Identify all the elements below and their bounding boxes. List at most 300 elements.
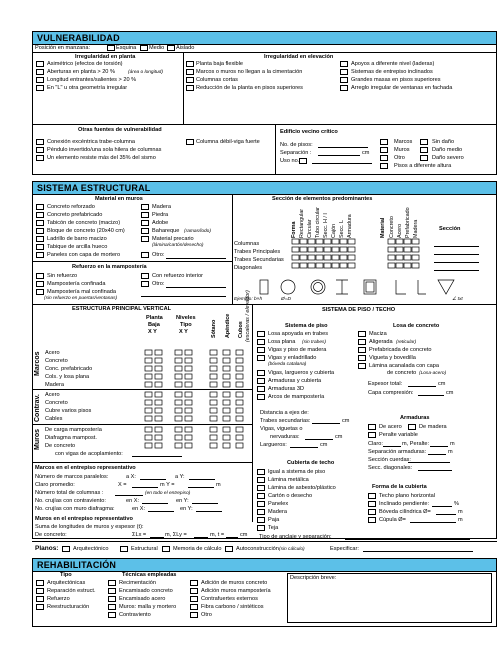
- label: Autoconstrucción: [236, 546, 279, 552]
- col-l: Secc. L: [339, 220, 345, 238]
- input-capa[interactable]: [418, 395, 444, 396]
- checkbox[interactable]: [36, 61, 44, 67]
- input[interactable]: [312, 423, 340, 424]
- checkbox[interactable]: [141, 273, 149, 279]
- input[interactable]: [196, 511, 222, 512]
- checkbox[interactable]: [36, 289, 44, 295]
- label: m: [458, 509, 463, 515]
- label: Losa apoyada en trabes: [268, 331, 329, 337]
- checkbox[interactable]: [36, 236, 44, 242]
- label: Contrafuertes externos: [201, 596, 258, 602]
- label: En "L" u otra geometría irregular: [47, 85, 128, 91]
- col-apendice: Apéndice: [225, 313, 231, 338]
- divider: [32, 304, 497, 305]
- input-separacion[interactable]: [318, 155, 360, 156]
- input-pisos[interactable]: [318, 147, 368, 148]
- section-grid[interactable]: [290, 237, 425, 273]
- col-planta: Planta: [146, 315, 163, 321]
- input[interactable]: [305, 439, 333, 440]
- checkbox-muros[interactable]: [380, 147, 388, 153]
- label: Vigueta y bovedilla: [369, 355, 416, 361]
- checkbox[interactable]: [368, 493, 376, 499]
- label: Aberturas en planta > 20 %: [47, 69, 115, 75]
- checkbox[interactable]: [257, 501, 265, 507]
- col-sotano: Sótano: [211, 319, 217, 338]
- ft-title: Forma de la cubierta: [372, 484, 427, 490]
- checkbox[interactable]: [257, 355, 265, 361]
- label: Vigas y enladrillado: [268, 355, 317, 361]
- label: Reducción de la planta en pisos superiores: [196, 85, 303, 91]
- label: cm: [362, 150, 370, 156]
- label: (lámina/cartón/desecho): [152, 243, 204, 248]
- col-circ: Circular: [307, 219, 313, 238]
- checkbox[interactable]: [36, 204, 44, 210]
- checkbox-otro[interactable]: [380, 155, 388, 161]
- desc-label: Descripción breve:: [290, 575, 337, 581]
- label: Vigas, largueros y cubierta: [268, 370, 335, 376]
- label: No. de pisos:: [280, 142, 313, 148]
- row-label: Acero: [45, 392, 60, 398]
- checkbox[interactable]: [368, 501, 376, 507]
- checkbox[interactable]: [141, 281, 149, 287]
- label: Losa plana: [268, 339, 296, 345]
- section-header-sistema-estructural: SISTEMA ESTRUCTURAL: [32, 181, 497, 195]
- col-niveles: Niveles: [176, 315, 196, 321]
- label: Techo plano horizontal: [379, 493, 435, 499]
- row-label: De concreto: [45, 443, 76, 449]
- checkbox[interactable]: [420, 147, 428, 153]
- checkbox[interactable]: [141, 236, 149, 242]
- checkbox[interactable]: [368, 517, 376, 523]
- row-label: Cols. y losa plana: [45, 374, 90, 380]
- checkbox[interactable]: [299, 158, 307, 164]
- label: de concreto: [387, 370, 417, 376]
- checkbox[interactable]: [358, 363, 366, 369]
- label: Bóveda cilíndrica Ø=: [379, 509, 431, 515]
- label: (bóveda catalana): [268, 362, 307, 367]
- label: Pisos a diferente altura: [394, 163, 452, 169]
- label: Claro promedio:: [35, 482, 75, 488]
- row-label: Conc. prefabricado: [45, 366, 93, 372]
- label: Trabes secundarias:: [260, 418, 311, 424]
- label: Contraviento: [119, 612, 151, 618]
- row-label: Diagonales: [234, 265, 262, 271]
- estructura-grid[interactable]: [143, 348, 248, 452]
- checkbox[interactable]: [36, 244, 44, 250]
- label: Arquitectónicas: [47, 580, 86, 586]
- label: Capa compresión:: [368, 390, 414, 396]
- label: Mampostería mal confinada: [47, 289, 117, 295]
- label: Marcos o muros no llegan a la cimentación: [196, 69, 303, 75]
- checkbox[interactable]: [257, 339, 265, 345]
- label: Maciza: [369, 331, 387, 337]
- input-uso[interactable]: [312, 163, 372, 164]
- label: m: [216, 482, 221, 488]
- input-seccion[interactable]: [434, 246, 479, 247]
- label: Paneles con capa de mortero: [47, 252, 121, 258]
- input-seccion[interactable]: [434, 270, 479, 271]
- checkbox-medio[interactable]: [140, 45, 148, 51]
- label: Bloque de concreto (20x40 cm): [47, 228, 125, 234]
- diam-label: Ø=D: [281, 297, 291, 302]
- label: Prefabricada de concreto: [369, 347, 432, 353]
- row-label: Acero: [45, 350, 60, 356]
- input[interactable]: [290, 447, 318, 448]
- checkbox-arquitectonico[interactable]: [62, 546, 70, 552]
- mur-title: Muros en el entrepiso representativo: [35, 516, 133, 522]
- label: Bahareque: [152, 228, 180, 234]
- checkbox[interactable]: [190, 580, 198, 586]
- col-madera: Madera: [413, 219, 419, 238]
- label: cm: [320, 442, 328, 448]
- checkbox[interactable]: [186, 69, 194, 75]
- input[interactable]: [408, 462, 450, 463]
- irr-plan-title: Irregularidad en planta: [75, 54, 136, 60]
- label: m, t =: [210, 532, 225, 538]
- col-tipo: Tipo: [180, 322, 192, 328]
- checkbox[interactable]: [190, 604, 198, 610]
- checkbox[interactable]: [257, 394, 265, 400]
- label: Encamisado acero: [119, 596, 166, 602]
- label: No. crujías con muro diafragma:: [35, 506, 115, 512]
- planos-label: Planos:: [35, 545, 59, 552]
- checkbox[interactable]: [340, 69, 348, 75]
- label: Apoyos a diferente nivel (laderas): [351, 61, 435, 67]
- label: Número de marcos paralelos:: [35, 474, 109, 480]
- note: (en todo el entrepiso): [145, 491, 191, 496]
- input[interactable]: [432, 506, 452, 507]
- label: Armaduras 3D: [268, 386, 305, 392]
- checkbox-autoconstruccion[interactable]: [225, 546, 233, 552]
- checkbox[interactable]: [36, 77, 44, 83]
- lc-title: Losa de concreto: [393, 323, 440, 329]
- label: Recimentación: [119, 580, 156, 586]
- checkbox[interactable]: [257, 378, 265, 384]
- divider: [183, 52, 184, 124]
- label: Sección cuerdas:: [368, 457, 411, 463]
- label: en Y:: [180, 506, 193, 512]
- label: Aligerada: [369, 339, 393, 345]
- label: m, Peralte:: [402, 441, 430, 447]
- group-muros: Muros: [34, 429, 41, 450]
- label: Paja: [268, 517, 280, 523]
- checkbox[interactable]: [36, 147, 44, 153]
- checkbox[interactable]: [141, 252, 149, 258]
- label: Igual a sistema de piso: [268, 469, 326, 475]
- input[interactable]: [194, 537, 208, 538]
- checkbox[interactable]: [358, 331, 366, 337]
- input[interactable]: [226, 537, 238, 538]
- tipo-title: Tipo: [60, 572, 72, 578]
- label: Muros: [394, 147, 410, 153]
- label: Columna débil-viga fuerte: [196, 139, 260, 145]
- label: Otro: [394, 155, 405, 161]
- checkbox[interactable]: [36, 604, 44, 610]
- vecino-title: Edificio vecino crítico: [280, 129, 338, 135]
- checkbox-estructural[interactable]: [120, 546, 128, 552]
- checkbox[interactable]: [36, 85, 44, 91]
- divider: [232, 194, 233, 304]
- input-otro[interactable]: [166, 287, 226, 288]
- label: Madera: [268, 509, 287, 515]
- checkbox[interactable]: [257, 517, 265, 523]
- checkbox[interactable]: [36, 69, 44, 75]
- label: Teja: [268, 525, 279, 531]
- label: Memoria de cálculo: [173, 546, 222, 552]
- checkbox[interactable]: [190, 596, 198, 602]
- checkbox[interactable]: [257, 493, 265, 499]
- label: Conexión excéntrica trabe-columna: [47, 139, 135, 145]
- anclaje-label: Tipo de anclaje y separación:: [259, 534, 332, 540]
- checkbox[interactable]: [257, 370, 265, 376]
- col-prefab: Prefabricado: [405, 207, 411, 238]
- input[interactable]: [189, 479, 215, 480]
- checkbox[interactable]: [340, 77, 348, 83]
- checkbox[interactable]: [36, 220, 44, 226]
- label: Concreto reforzado: [47, 204, 95, 210]
- label: Largueros:: [260, 442, 287, 448]
- label: Péndulo invertido/una sola hilera de columnas: [47, 147, 162, 153]
- checkbox[interactable]: [186, 61, 194, 67]
- group-contrav: Contrav.: [34, 394, 41, 422]
- checkbox[interactable]: [420, 139, 428, 145]
- label: Material precario: [152, 236, 194, 242]
- checkbox[interactable]: [358, 339, 366, 345]
- seccion-label: Sección: [439, 226, 461, 232]
- label: Sin refuerzo: [47, 273, 78, 279]
- input[interactable]: [436, 514, 456, 515]
- label: (ramas/lodo): [184, 229, 211, 234]
- input-seccion[interactable]: [434, 262, 479, 263]
- col-baja: Baja: [148, 322, 160, 328]
- label: m Y =: [160, 482, 175, 488]
- label: Uso no.: [280, 158, 300, 164]
- label: Suma de longitudes de muros y espesor (t):: [35, 524, 144, 530]
- checkbox[interactable]: [257, 477, 265, 483]
- row-label: Madera: [45, 382, 64, 388]
- input-vigas[interactable]: [132, 456, 182, 457]
- checkbox[interactable]: [141, 228, 149, 234]
- checkbox[interactable]: [257, 469, 265, 475]
- checkbox[interactable]: [186, 139, 194, 145]
- checkbox[interactable]: [368, 509, 376, 515]
- checkbox[interactable]: [190, 588, 198, 594]
- checkbox[interactable]: [186, 85, 194, 91]
- label: Arcos de mampostería: [268, 394, 325, 400]
- label: Reestructuración: [47, 604, 90, 610]
- label: Reparación estruct.: [47, 588, 96, 594]
- checkbox[interactable]: [190, 612, 198, 618]
- mep-title: Marcos en el entrepiso representativo: [35, 465, 136, 471]
- checkbox[interactable]: [358, 347, 366, 353]
- checkbox[interactable]: [257, 386, 265, 392]
- checkbox[interactable]: [36, 281, 44, 287]
- label: Lámina metálica: [268, 477, 309, 483]
- label: Vigas y piso de madera: [268, 347, 327, 353]
- irr-elev-title: Irregularidad en elevación: [264, 54, 334, 60]
- label: nervaduras:: [270, 434, 300, 440]
- col-tubo: Tubo circular: [315, 207, 321, 238]
- label: Aislado: [176, 45, 195, 51]
- checkbox[interactable]: [36, 155, 44, 161]
- divider: [32, 261, 232, 262]
- col-cubos-note: (escaleras / elevador): [245, 290, 251, 342]
- input-seccion[interactable]: [434, 254, 479, 255]
- label: De concreto:: [35, 532, 67, 538]
- input[interactable]: [383, 446, 401, 447]
- label: a X:: [126, 474, 136, 480]
- checkbox[interactable]: [108, 596, 116, 602]
- label: Medio: [149, 45, 165, 51]
- input[interactable]: [430, 446, 448, 447]
- input-anclaje[interactable]: [345, 539, 470, 540]
- checkbox[interactable]: [36, 252, 44, 258]
- ref-title: Refuerzo en la mampostería: [72, 264, 147, 270]
- checkbox[interactable]: [108, 604, 116, 610]
- checkbox[interactable]: [108, 612, 116, 618]
- label: %: [454, 501, 459, 507]
- mat-title: Material en muros: [95, 196, 143, 202]
- otras-title: Otras fuentes de vulnerabilidad: [78, 127, 162, 133]
- checkbox[interactable]: [36, 228, 44, 234]
- checkbox[interactable]: [141, 204, 149, 210]
- label: Vigas, viguetas o: [260, 426, 303, 432]
- checkbox[interactable]: [108, 580, 116, 586]
- checkbox[interactable]: [186, 77, 194, 83]
- divider: [252, 304, 253, 522]
- checkbox[interactable]: [257, 485, 265, 491]
- label: Otro:: [152, 281, 165, 287]
- checkbox[interactable]: [257, 347, 265, 353]
- label: Número total de columnas :: [35, 490, 104, 496]
- label: Con refuerzo interior: [152, 273, 203, 279]
- label: (sin cálculo): [279, 547, 305, 552]
- checkbox[interactable]: [380, 163, 388, 169]
- checkbox-memoria[interactable]: [162, 546, 170, 552]
- input[interactable]: [150, 537, 164, 538]
- label: Tabique de arcilla hueco: [47, 244, 108, 250]
- col-cubos: Cubos: [238, 321, 244, 338]
- position-label: Posición en manzana:: [35, 45, 91, 51]
- label: Secc. diagonales:: [368, 465, 413, 471]
- input[interactable]: [428, 454, 446, 455]
- checkbox[interactable]: [36, 139, 44, 145]
- label: m: [458, 517, 463, 523]
- checkbox[interactable]: [36, 580, 44, 586]
- section-header-vulnerabilidad: VULNERABILIDAD: [32, 31, 497, 45]
- label: Asimétrico (efectos de torsión): [47, 61, 123, 67]
- checkbox-esquina[interactable]: [107, 45, 115, 51]
- label: Concreto prefabricado: [47, 212, 103, 218]
- label: Separación :: [280, 150, 312, 156]
- checkbox[interactable]: [36, 273, 44, 279]
- label: Sistemas de entrepiso inclinados: [351, 69, 433, 75]
- label: X =: [118, 482, 127, 488]
- label: Columnas cortas: [196, 77, 238, 83]
- label: Daño medio: [432, 147, 463, 153]
- shape-label: ∠ txt: [452, 297, 463, 302]
- label: cm: [335, 434, 343, 440]
- input[interactable]: [148, 511, 174, 512]
- checkbox[interactable]: [257, 525, 265, 531]
- label: cm: [342, 418, 350, 424]
- label: Madera: [152, 204, 171, 210]
- example-label: Ejemplo: b×h: [234, 297, 263, 302]
- checkbox[interactable]: [340, 61, 348, 67]
- checkbox[interactable]: [408, 424, 416, 430]
- label: en X:: [132, 506, 146, 512]
- col-forma: Forma: [291, 221, 297, 238]
- divider: [32, 541, 497, 542]
- label: Otro: [201, 612, 212, 618]
- label: De acero: [379, 424, 402, 430]
- label: Muros: malla y mortero: [119, 604, 177, 610]
- label: Cúpula Ø=: [379, 517, 406, 523]
- label: Sin daño: [432, 139, 455, 145]
- input[interactable]: [188, 487, 214, 488]
- input[interactable]: [132, 487, 158, 488]
- input-espesor[interactable]: [408, 386, 436, 387]
- checkbox-aislado[interactable]: [167, 45, 175, 51]
- input-line[interactable]: [141, 296, 226, 297]
- input[interactable]: [418, 470, 452, 471]
- checkbox[interactable]: [368, 432, 376, 438]
- label: en Y:: [176, 498, 189, 504]
- checkbox[interactable]: [141, 212, 149, 218]
- row-label: Trabes Principales: [234, 249, 281, 255]
- checkbox[interactable]: [36, 588, 44, 594]
- checkbox[interactable]: [257, 509, 265, 515]
- label: Adición muros mampostería: [201, 588, 271, 594]
- col-xy: X Y: [148, 329, 157, 335]
- checkbox[interactable]: [340, 85, 348, 91]
- checkbox[interactable]: [141, 220, 149, 226]
- label: Otro:: [152, 252, 165, 258]
- label: No. crujías con contraviento:: [35, 498, 106, 504]
- col-cajon: Cajón: [331, 223, 337, 238]
- input-otro[interactable]: [166, 258, 226, 259]
- label: Tabicón de concreto (macizo): [47, 220, 121, 226]
- input-especificar[interactable]: [363, 551, 473, 552]
- checkbox[interactable]: [257, 331, 265, 337]
- label: Lámina de asbesto/plástico: [268, 485, 336, 491]
- checkbox[interactable]: [36, 596, 44, 602]
- row-label: Columnas: [234, 241, 260, 247]
- checkbox[interactable]: [108, 588, 116, 594]
- label: Longitud entrantes/salientes > 20 %: [47, 77, 137, 83]
- col-armadura: Armadura: [347, 214, 353, 238]
- label: Distancia a ejes de:: [260, 410, 309, 416]
- input[interactable]: [140, 479, 166, 480]
- checkbox[interactable]: [358, 355, 366, 361]
- input[interactable]: [192, 503, 218, 504]
- label: De madera: [419, 424, 447, 430]
- label: Especificar:: [330, 546, 359, 552]
- label: Mampostería confinada: [47, 281, 106, 287]
- input[interactable]: [115, 495, 143, 496]
- input[interactable]: [142, 503, 168, 504]
- group-marcos: Marcos: [34, 351, 41, 376]
- checkbox-marcos[interactable]: [380, 139, 388, 145]
- label: Estructural: [131, 546, 158, 552]
- checkbox[interactable]: [368, 424, 376, 430]
- checkbox[interactable]: [36, 212, 44, 218]
- label: Inclinado pendiente:: [379, 501, 430, 507]
- checkbox[interactable]: [420, 155, 428, 161]
- input[interactable]: [410, 522, 456, 523]
- tec-title: Técnicas empleadas: [122, 572, 177, 578]
- label: (área o longitud): [128, 70, 163, 75]
